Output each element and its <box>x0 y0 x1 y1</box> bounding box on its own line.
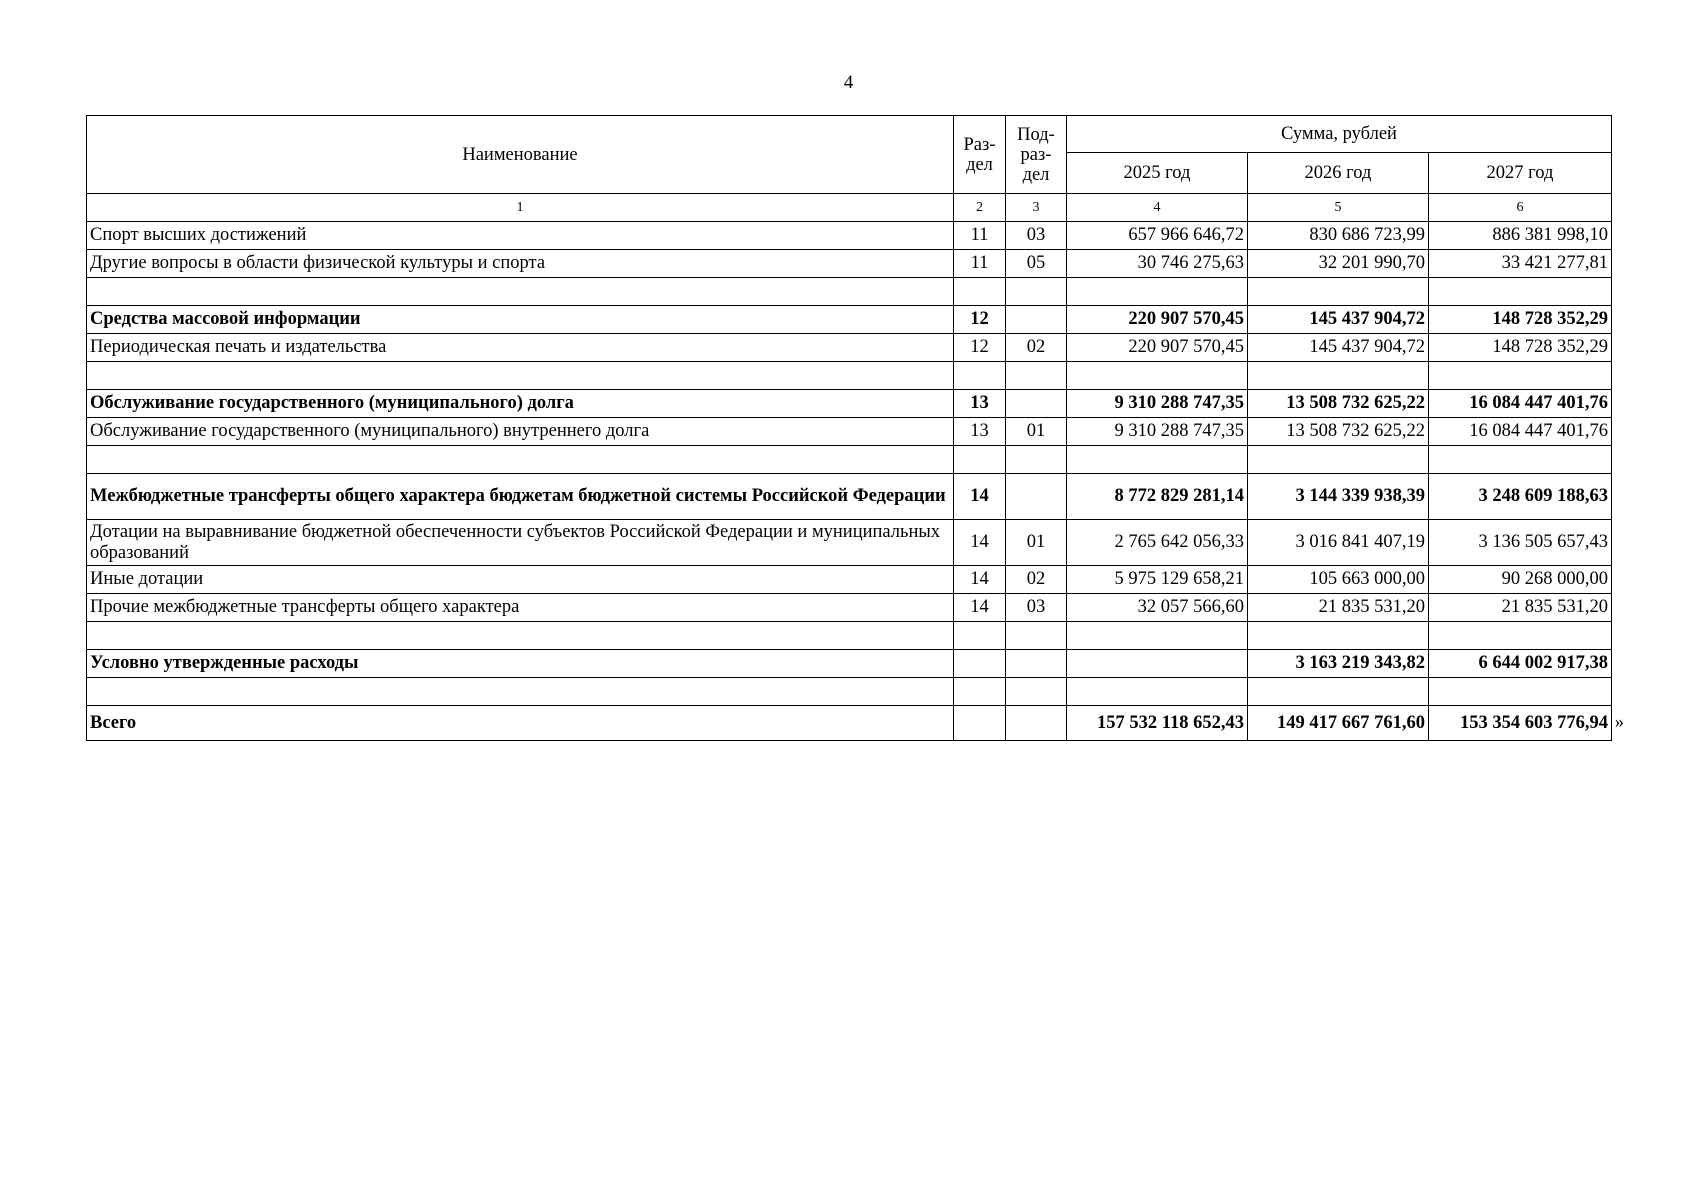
table-row <box>87 250 1612 278</box>
row-section <box>954 650 1006 678</box>
total-section <box>954 706 1006 741</box>
row-subsection <box>1006 678 1067 706</box>
row-value-2027: 21 835 531,20 <box>1429 594 1612 622</box>
row-name: Спорт высших достижений <box>87 222 954 250</box>
row-name: Другие вопросы в области физической культуры и спорта <box>87 250 954 278</box>
row-value-2026 <box>1248 278 1429 306</box>
row-value-2025: 657 966 646,72 <box>1067 222 1248 250</box>
column-number: 3 <box>1006 194 1067 222</box>
table-row-spacer <box>87 446 1612 474</box>
table-row <box>87 474 1612 520</box>
table-row <box>87 334 1612 362</box>
row-section: 13 <box>954 418 1006 446</box>
row-value-2027 <box>1429 622 1612 650</box>
row-subsection <box>1006 306 1067 334</box>
row-section <box>954 678 1006 706</box>
row-section <box>954 622 1006 650</box>
header-subsection: Под- раз- дел <box>1006 116 1067 194</box>
row-value-2025: 5 975 129 658,21 <box>1067 566 1248 594</box>
row-subsection <box>1006 622 1067 650</box>
header-sum: Сумма, рублей <box>1067 116 1612 153</box>
row-name <box>87 622 954 650</box>
row-name: Обслуживание государственного (муниципального) долга <box>87 390 954 418</box>
row-value-2026: 145 437 904,72 <box>1248 334 1429 362</box>
row-value-2026: 3 163 219 343,82 <box>1248 650 1429 678</box>
row-name <box>87 678 954 706</box>
budget-table <box>86 115 1624 741</box>
row-value-2025: 220 907 570,45 <box>1067 334 1248 362</box>
row-value-2027: 148 728 352,29 <box>1429 334 1612 362</box>
row-name <box>87 278 954 306</box>
total-name: Всего <box>87 706 954 741</box>
row-value-2025 <box>1067 278 1248 306</box>
row-value-2025: 9 310 288 747,35 <box>1067 390 1248 418</box>
row-value-2026: 13 508 732 625,22 <box>1248 418 1429 446</box>
row-value-2025: 2 765 642 056,33 <box>1067 520 1248 566</box>
table-row <box>87 390 1612 418</box>
row-value-2027 <box>1429 446 1612 474</box>
header-year-2025: 2025 год <box>1067 153 1248 194</box>
page-number: 4 <box>843 72 854 93</box>
row-name: Иные дотации <box>87 566 954 594</box>
column-number: 4 <box>1067 194 1248 222</box>
total-2025: 157 532 118 652,43 <box>1067 706 1248 741</box>
row-value-2026: 13 508 732 625,22 <box>1248 390 1429 418</box>
table-header <box>87 116 1612 222</box>
row-value-2027: 886 381 998,10 <box>1429 222 1612 250</box>
row-value-2025 <box>1067 622 1248 650</box>
row-value-2027: 148 728 352,29 <box>1429 306 1612 334</box>
row-value-2025 <box>1067 650 1248 678</box>
row-value-2025: 30 746 275,63 <box>1067 250 1248 278</box>
row-value-2026: 3 016 841 407,19 <box>1248 520 1429 566</box>
row-subsection: 03 <box>1006 594 1067 622</box>
row-name: Обслуживание государственного (муниципального) внутреннего долга <box>87 418 954 446</box>
header-year-2026: 2026 год <box>1248 153 1429 194</box>
table-row <box>87 418 1612 446</box>
total-2027: 153 354 603 776,94 <box>1460 712 1608 733</box>
header-section: Раз- дел <box>954 116 1006 194</box>
total-2027-cell <box>1429 706 1624 741</box>
row-value-2025 <box>1067 678 1248 706</box>
row-value-2027: 16 084 447 401,76 <box>1429 390 1612 418</box>
row-value-2026: 21 835 531,20 <box>1248 594 1429 622</box>
row-name: Периодическая печать и издательства <box>87 334 954 362</box>
row-subsection <box>1006 474 1067 520</box>
row-section <box>954 278 1006 306</box>
row-name: Условно утвержденные расходы <box>87 650 954 678</box>
row-subsection: 01 <box>1006 520 1067 566</box>
table-row <box>87 566 1612 594</box>
row-value-2025 <box>1067 446 1248 474</box>
row-subsection: 01 <box>1006 418 1067 446</box>
row-section: 14 <box>954 566 1006 594</box>
total-row <box>87 706 1612 741</box>
row-subsection: 03 <box>1006 222 1067 250</box>
table-row-spacer <box>87 622 1612 650</box>
row-value-2026: 32 201 990,70 <box>1248 250 1429 278</box>
row-name <box>87 446 954 474</box>
table-row-spacer <box>87 678 1612 706</box>
row-value-2027 <box>1429 362 1612 390</box>
column-number: 1 <box>87 194 954 222</box>
row-value-2027: 33 421 277,81 <box>1429 250 1612 278</box>
row-name: Межбюджетные трансферты общего характера бюджетам бюджетной системы Российской Федерации <box>87 474 954 520</box>
total-2026: 149 417 667 761,60 <box>1248 706 1429 741</box>
row-name: Дотации на выравнивание бюджетной обеспеченности субъектов Российской Федерации и муниципальных образований <box>87 520 954 566</box>
row-subsection: 02 <box>1006 566 1067 594</box>
row-section <box>954 362 1006 390</box>
row-name <box>87 362 954 390</box>
row-value-2027: 90 268 000,00 <box>1429 566 1612 594</box>
row-section: 13 <box>954 390 1006 418</box>
row-value-2025: 9 310 288 747,35 <box>1067 418 1248 446</box>
row-value-2026: 3 144 339 938,39 <box>1248 474 1429 520</box>
row-value-2025: 8 772 829 281,14 <box>1067 474 1248 520</box>
column-number: 6 <box>1429 194 1612 222</box>
row-value-2026: 105 663 000,00 <box>1248 566 1429 594</box>
row-subsection: 05 <box>1006 250 1067 278</box>
row-section: 14 <box>954 594 1006 622</box>
row-subsection <box>1006 390 1067 418</box>
row-value-2026 <box>1248 678 1429 706</box>
total-subsection <box>1006 706 1067 741</box>
table-row <box>87 594 1612 622</box>
row-section <box>954 446 1006 474</box>
row-subsection <box>1006 278 1067 306</box>
closing-quote: » <box>1614 712 1624 733</box>
row-section: 14 <box>954 474 1006 520</box>
row-value-2027 <box>1429 278 1612 306</box>
row-section: 11 <box>954 250 1006 278</box>
column-number: 2 <box>954 194 1006 222</box>
row-value-2026: 145 437 904,72 <box>1248 306 1429 334</box>
row-value-2027: 16 084 447 401,76 <box>1429 418 1612 446</box>
column-number: 5 <box>1248 194 1429 222</box>
row-value-2026 <box>1248 362 1429 390</box>
row-section: 12 <box>954 306 1006 334</box>
table-row <box>87 306 1612 334</box>
row-name: Прочие межбюджетные трансферты общего характера <box>87 594 954 622</box>
row-name: Средства массовой информации <box>87 306 954 334</box>
row-value-2026: 830 686 723,99 <box>1248 222 1429 250</box>
row-subsection <box>1006 362 1067 390</box>
row-section: 11 <box>954 222 1006 250</box>
table-row <box>87 222 1612 250</box>
row-value-2025: 220 907 570,45 <box>1067 306 1248 334</box>
column-numbers-row <box>87 194 1612 222</box>
table-row-spacer <box>87 362 1612 390</box>
row-subsection <box>1006 650 1067 678</box>
header-name: Наименование <box>87 116 954 194</box>
row-value-2027: 3 136 505 657,43 <box>1429 520 1612 566</box>
row-subsection <box>1006 446 1067 474</box>
row-value-2025: 32 057 566,60 <box>1067 594 1248 622</box>
table-row <box>87 520 1612 566</box>
table-body <box>87 222 1624 741</box>
row-section: 12 <box>954 334 1006 362</box>
row-value-2027 <box>1429 678 1612 706</box>
header-year-2027: 2027 год <box>1429 153 1612 194</box>
row-value-2026 <box>1248 446 1429 474</box>
table-row <box>87 650 1612 678</box>
table-row-spacer <box>87 278 1612 306</box>
row-section: 14 <box>954 520 1006 566</box>
row-value-2027: 6 644 002 917,38 <box>1429 650 1612 678</box>
row-value-2026 <box>1248 622 1429 650</box>
row-subsection: 02 <box>1006 334 1067 362</box>
row-value-2025 <box>1067 362 1248 390</box>
row-value-2027: 3 248 609 188,63 <box>1429 474 1612 520</box>
